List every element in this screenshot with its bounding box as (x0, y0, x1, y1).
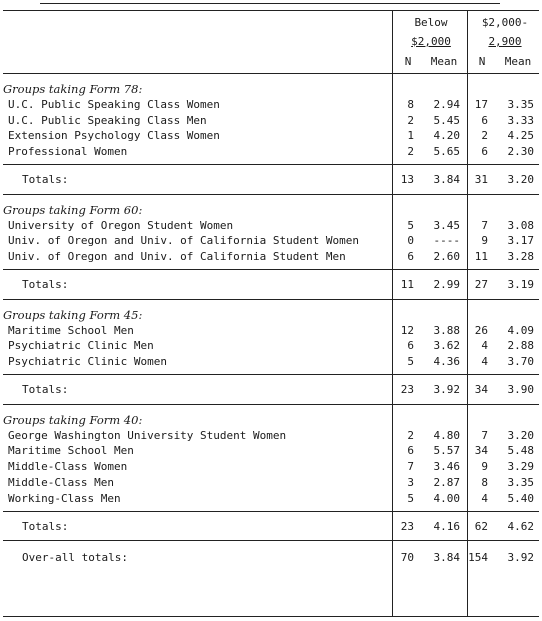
table-row-m1: 5.45 (433, 113, 460, 127)
table-row-label: Middle-Class Women (8, 460, 128, 474)
table-row-m2: 3.29 (507, 460, 534, 474)
table-row-label: Middle-Class Men (8, 476, 114, 489)
table-row-n2: 17 (474, 97, 488, 111)
table-row-n1: 12 (400, 323, 414, 337)
table-row-label: Univ. of Oregon and Univ. of California Student Women (8, 234, 359, 248)
section-bottom-rule (3, 540, 539, 541)
totals-row-n1: 23 (400, 383, 414, 396)
section-bottom-rule (3, 299, 539, 300)
table-row-m1: 3.46 (433, 460, 460, 474)
section-title: Groups taking Form 45: (3, 307, 143, 322)
overall-totals-label: Over-all totals: (22, 551, 128, 565)
table-row-m1: 4.36 (433, 355, 460, 369)
table-row-label: U.C. Public Speaking Class Men (8, 113, 207, 127)
header-mean-2: Mean (504, 55, 532, 68)
table-row-label: Extension Psychology Class Women (8, 129, 220, 143)
table-row-n2: 7 (481, 218, 488, 232)
overall-totals-n1: 70 (400, 551, 414, 565)
table-row-m2: 5.48 (507, 444, 534, 458)
table-row-label: Univ. of Oregon and Univ. of California Student Men (8, 250, 346, 264)
overall-totals-m1: 3.84 (433, 551, 460, 565)
table-row-m1: 2.87 (433, 476, 460, 489)
table-row-n1: 8 (407, 97, 414, 111)
table-row-n1: 2 (407, 428, 414, 442)
totals-row-m1: 4.16 (433, 519, 460, 533)
totals-row-m1: 3.84 (433, 173, 460, 186)
totals-row-n1: 11 (400, 278, 414, 291)
table-row-m2: 3.70 (507, 355, 534, 369)
table-row-n2: 4 (481, 491, 488, 505)
section-totals-top-rule (3, 164, 539, 165)
table-row-n2: 26 (474, 323, 488, 337)
table-row-n1: 6 (407, 250, 414, 264)
totals-row-n2: 27 (474, 278, 488, 291)
table-row-m2: 3.33 (507, 113, 534, 127)
totals-row-m2: 3.19 (507, 278, 534, 291)
totals-label: Totals: (22, 278, 69, 291)
table-row-m1: 4.20 (433, 129, 460, 143)
table-row-n2: 6 (481, 113, 488, 127)
section-totals-top-rule (3, 269, 539, 270)
section-title: Groups taking Form 40: (3, 412, 143, 427)
header-n-1: N (404, 55, 412, 68)
section-title: Groups taking Form 60: (3, 202, 143, 217)
table-row-n1: 5 (407, 491, 414, 505)
table-row-m2: 3.35 (507, 476, 534, 489)
totals-row-n2: 34 (474, 383, 488, 396)
totals-row-m2: 4.62 (507, 519, 534, 533)
table-row-m1: 3.45 (433, 218, 460, 232)
table-row-n2: 8 (481, 476, 488, 489)
overall-totals-n2: 154 (468, 551, 488, 565)
table-row-m1: 5.65 (433, 145, 460, 159)
table-row-m2: 3.20 (507, 428, 534, 442)
table-row-n2: 34 (474, 444, 488, 458)
table-row-n1: 7 (407, 460, 414, 474)
totals-row-m1: 3.92 (433, 383, 460, 396)
table-row-m2: 3.17 (507, 234, 534, 248)
table-row-label: University of Oregon Student Women (8, 218, 234, 232)
totals-row-n1: 13 (400, 173, 414, 186)
table-row-label: Psychiatric Clinic Men (8, 339, 154, 353)
table-row-n2: 7 (481, 428, 488, 442)
table-row-n1: 3 (407, 476, 414, 489)
header-col1-line1: Below (414, 16, 448, 29)
totals-row-m2: 3.90 (507, 383, 534, 396)
section-totals-top-rule (3, 374, 539, 375)
totals-label: Totals: (22, 519, 69, 533)
table-row-m2: 2.88 (507, 339, 534, 353)
section-bottom-rule (3, 404, 539, 405)
table-row-label: Psychiatric Clinic Women (8, 355, 167, 369)
table-row-label: George Washington University Student Women (8, 428, 287, 442)
table-row-label: Maritime School Men (8, 444, 134, 458)
table-row-m2: 4.25 (507, 129, 534, 143)
table-row-n2: 6 (481, 145, 488, 159)
table-row-m2: 3.35 (507, 97, 534, 111)
table-row-n2: 4 (481, 355, 488, 369)
totals-row-m1: 2.99 (433, 278, 460, 291)
table-row-m1: 3.88 (433, 323, 460, 337)
table-row-n1: 5 (407, 355, 414, 369)
header-col1-line2: $2,000 (411, 35, 451, 48)
top-rule (40, 3, 500, 4)
header-col2-line1: $2,000- (481, 16, 529, 29)
table-row-m2: 4.09 (507, 323, 534, 337)
table-row-m1: 4.00 (433, 491, 460, 505)
table-row-m1: 5.57 (433, 444, 460, 458)
table-row-n2: 9 (481, 234, 488, 248)
table-row-n1: 5 (407, 218, 414, 232)
header-top-rule (3, 10, 539, 11)
table-row-n2: 9 (481, 460, 488, 474)
table-row-label: Working-Class Men (8, 491, 121, 505)
table-row-label: U.C. Public Speaking Class Women (8, 97, 220, 111)
table-row-n2: 4 (481, 339, 488, 353)
section-totals-top-rule (3, 511, 539, 512)
totals-row-m2: 3.20 (507, 173, 534, 186)
section-title: Groups taking Form 78: (3, 82, 143, 96)
table-row-n1: 2 (407, 113, 414, 127)
table-row-m1: 4.80 (433, 428, 460, 442)
table-row-m1: 3.62 (433, 339, 460, 353)
table-row-m2: 3.28 (507, 250, 534, 264)
table-row-n1: 6 (407, 444, 414, 458)
totals-row-n1: 23 (400, 519, 414, 533)
table-row-n1: 2 (407, 145, 414, 159)
table-row-n1: 0 (407, 234, 414, 248)
table-row-label: Professional Women (8, 145, 128, 159)
table-row-m2: 5.40 (507, 491, 534, 505)
table-row-n2: 11 (474, 250, 488, 264)
table-row-m2: 2.30 (507, 145, 534, 159)
table-row-n1: 1 (407, 129, 414, 143)
table-row-label: Maritime School Men (8, 323, 134, 337)
table-row-m1: ---- (433, 234, 460, 248)
totals-row-n2: 62 (474, 519, 488, 533)
table-row-m2: 3.08 (507, 218, 534, 232)
table-row-n2: 2 (481, 129, 488, 143)
totals-label: Totals: (22, 173, 69, 186)
totals-label: Totals: (22, 383, 69, 396)
header-mean-1: Mean (430, 55, 458, 68)
label-column-divider (392, 10, 393, 616)
table-row-m1: 2.94 (433, 97, 460, 111)
totals-row-n2: 31 (474, 173, 488, 186)
section-bottom-rule (3, 194, 539, 195)
table-row-m1: 2.60 (433, 250, 460, 264)
bottom-rule (3, 616, 539, 617)
header-bottom-rule (3, 73, 539, 74)
header-col2-line2: 2,900 (488, 35, 522, 48)
overall-totals-m2: 3.92 (507, 551, 534, 565)
header-n-2: N (478, 55, 486, 68)
table-row-n1: 6 (407, 339, 414, 353)
